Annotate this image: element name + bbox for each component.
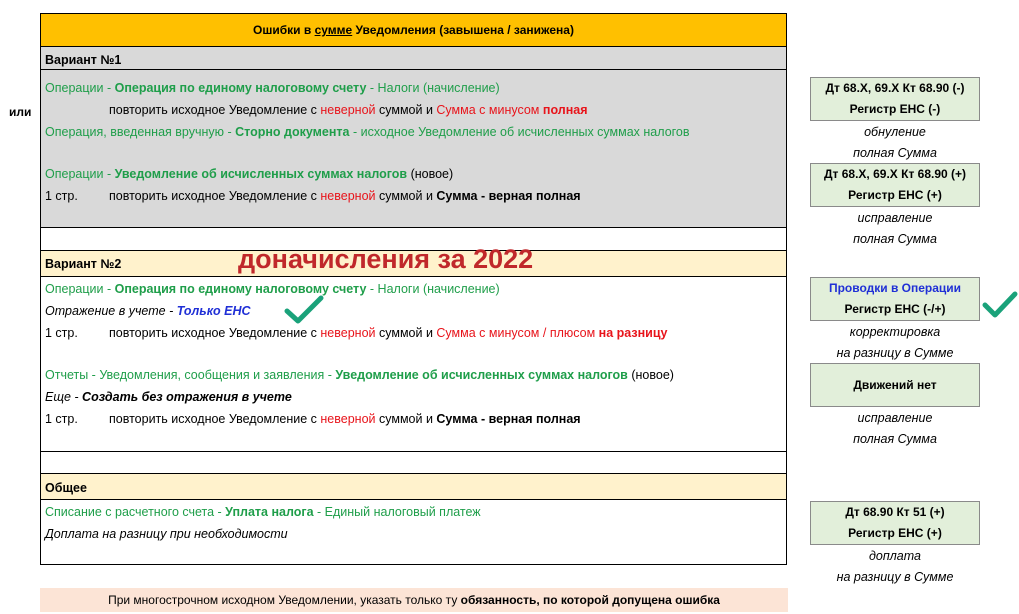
variant1-line4: Операции - Уведомление об исчисленных суммах налогов (новое) — [45, 167, 454, 181]
box5-caption-1: доплата — [869, 549, 921, 563]
general-title: Общее — [45, 481, 87, 495]
check-icon — [284, 294, 324, 326]
general-line2: Доплата на разницу при необходимости — [45, 527, 288, 541]
variant2-line6-col: 1 стр. — [45, 412, 78, 426]
variant2-line4: Отчеты - Уведомления, сообщения и заявления - Уведомление об исчисленных суммах налогов (новое) — [45, 368, 674, 382]
posting-box-4: Движений нет — [810, 363, 980, 407]
variant1-line5-col: 1 стр. — [45, 189, 78, 203]
box4-caption-1: исправление — [857, 411, 933, 425]
box2-caption-2: полная Сумма — [853, 232, 937, 246]
variant2-line6: повторить исходное Уведомление с неверной суммой и Сумма - верная полная — [109, 412, 581, 426]
box1-caption-2: полная Сумма — [853, 146, 937, 160]
box2-caption-1: исправление — [857, 211, 933, 225]
variant1-line5: повторить исходное Уведомление с неверной суммой и Сумма - верная полная — [109, 189, 581, 203]
box1-caption-1: обнуление — [864, 125, 926, 139]
posting-box-3: Проводки в Операции Регистр ЕНС (-/+) — [810, 277, 980, 321]
variant1-line2: повторить исходное Уведомление с неверной суммой и Сумма с минусом полная — [109, 103, 588, 117]
posting-box-1: Дт 68.Х, 69.Х Кт 68.90 (-) Регистр ЕНС (-) — [810, 77, 980, 121]
box3-caption-2: на разницу в Сумме — [836, 346, 954, 360]
variant1-line1: Операции - Операция по единому налоговому счету - Налоги (начисление) — [45, 81, 500, 95]
footnote: При многострочном исходном Уведомлении, указать только ту обязанность, по которой допущена ошибка — [40, 588, 788, 612]
posting-box-2: Дт 68.Х, 69.Х Кт 68.90 (+) Регистр ЕНС (+) — [810, 163, 980, 207]
variant1-title: Вариант №1 — [45, 53, 122, 67]
box5-caption-2: на разницу в Сумме — [836, 570, 954, 584]
variant2-line2: Отражение в учете - Только ЕНС — [45, 304, 251, 318]
big-title: доначисления за 2022 — [238, 244, 534, 274]
box3-caption-1: корректировка — [849, 325, 941, 339]
variant2-line3: повторить исходное Уведомление с неверной суммой и Сумма с минусом / плюсом на разницу — [109, 326, 668, 340]
check-icon — [982, 290, 1018, 320]
variant2-title: Вариант №2 — [45, 257, 122, 271]
variant2-line5: Еще - Создать без отражения в учете — [45, 390, 292, 404]
variant2-line3-col: 1 стр. — [45, 326, 78, 340]
box4-caption-2: полная Сумма — [853, 432, 937, 446]
posting-box-5: Дт 68.90 Кт 51 (+) Регистр ЕНС (+) — [810, 501, 980, 545]
variant2-line1: Операции - Операция по единому налоговому счету - Налоги (начисление) — [45, 282, 500, 296]
variant1-line3: Операция, введенная вручную - Сторно документа - исходное Уведомление об исчисленных суммах налогов — [45, 125, 690, 139]
side-label-or: или — [9, 105, 32, 119]
general-line1: Списание с расчетного счета - Уплата налога - Единый налоговый платеж — [45, 505, 481, 519]
page-title: Ошибки в сумме Уведомления (завышена / занижена) — [41, 14, 786, 47]
